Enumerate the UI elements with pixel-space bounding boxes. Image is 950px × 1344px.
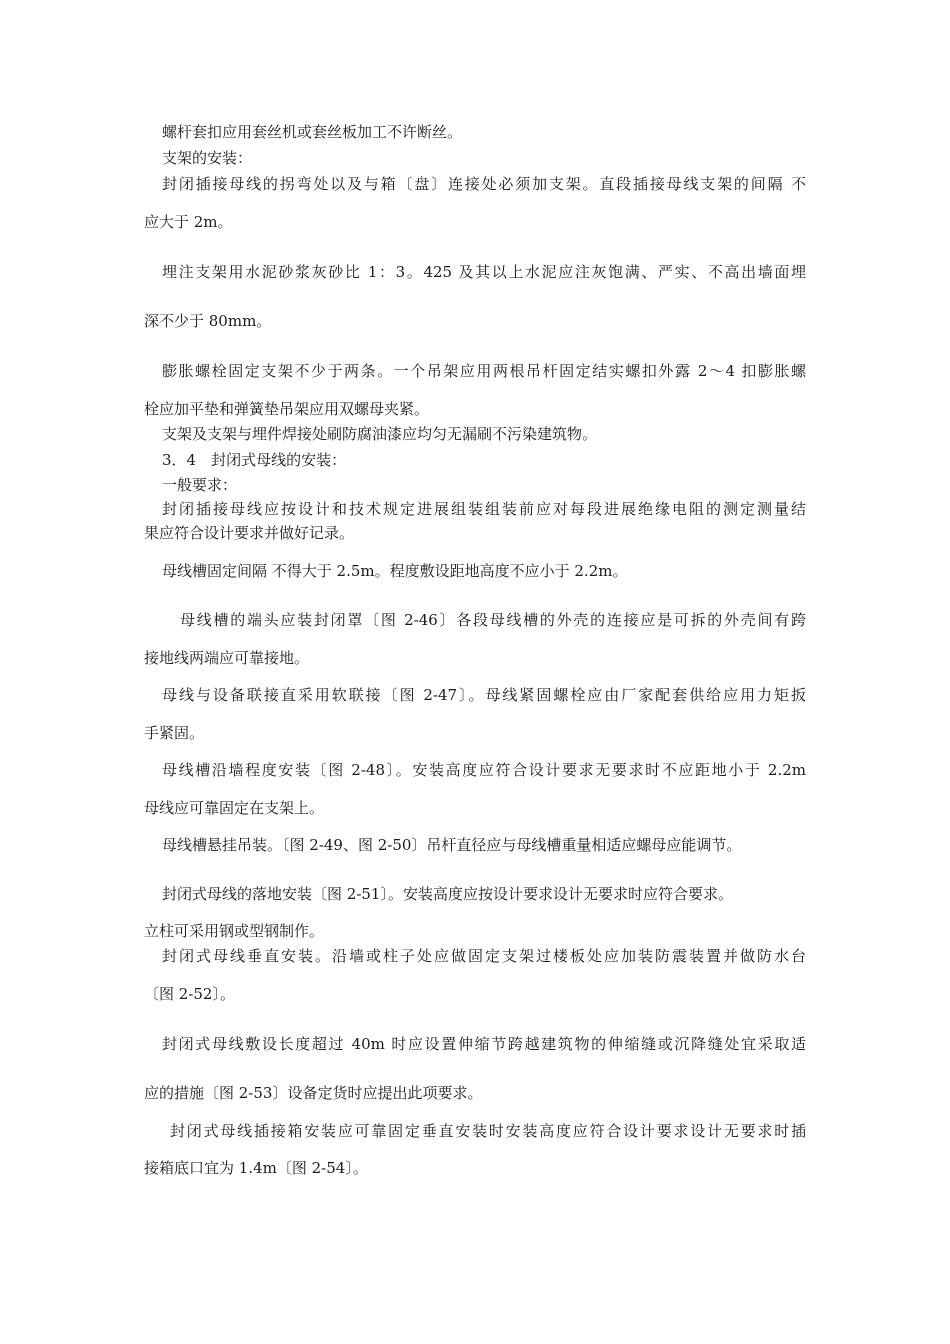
body-line-2: 支架的安装： bbox=[162, 149, 253, 167]
body-line-27: 应的措施〔图 2-53〕设备定货时应提出此项要求。 bbox=[144, 1084, 483, 1102]
body-line-7: 膨胀螺栓固定支架不少于两条。一个吊架应用两根吊杆固定结实螺扣外露 2～4 扣膨胀螺 bbox=[162, 362, 806, 380]
body-line-1: 螺杆套扣应用套丝机或套丝板加工不许断丝。 bbox=[162, 123, 463, 141]
body-line-19: 母线槽沿墙程度安装〔图 2-48〕。安装高度应符合设计要求无要求时不应距地小于 2.2m bbox=[162, 761, 806, 779]
body-line-26: 封闭式母线敷设长度超过 40m 时应设置伸缩节跨越建筑物的伸缩缝或沉降缝处宜采取适 bbox=[162, 1035, 806, 1053]
body-line-5: 埋注支架用水泥砂浆灰砂比 1：3。425 及其以上水泥应注灰饱满、严实、不高出墙面埋 bbox=[162, 263, 806, 281]
section-heading-3-4: 3．4 封闭式母线的安装： bbox=[162, 451, 347, 469]
body-line-6: 深不少于 80mm。 bbox=[144, 312, 272, 330]
body-line-12: 封闭插接母线应按设计和技术规定进展组装组装前应对每段进展绝缘电阻的测定测量结 bbox=[162, 500, 806, 518]
body-line-20: 母线应可靠固定在支架上。 bbox=[144, 799, 325, 817]
body-line-15: 母线槽的端头应装封闭罩〔图 2-46〕各段母线槽的外壳的连接应是可拆的外壳间有跨 bbox=[180, 611, 806, 629]
body-line-18: 手紧固。 bbox=[144, 724, 205, 742]
body-line-22: 封闭式母线的落地安装〔图 2-51〕。安装高度应按设计要求设计无要求时应符合要求。 bbox=[162, 885, 733, 903]
body-line-8: 栓应加平垫和弹簧垫吊架应用双螺母夹紧。 bbox=[144, 400, 430, 418]
body-line-23: 立柱可采用钢或型钢制作。 bbox=[144, 922, 325, 940]
body-line-29: 接箱底口宜为 1.4m〔图 2-54〕。 bbox=[144, 1159, 368, 1177]
body-line-21: 母线槽悬挂吊装。〔图 2-49、图 2-50〕吊杆直径应与母线槽重量相适应螺母应能调节。 bbox=[162, 836, 742, 854]
body-line-17: 母线与设备联接直采用软联接〔图 2-47〕。母线紧固螺栓应由厂家配套供给应用力矩扳 bbox=[162, 686, 806, 704]
body-line-9: 支架及支架与埋件焊接处刷防腐油漆应均匀无漏刷不污染建筑物。 bbox=[162, 425, 598, 443]
subheading-general-requirements: 一般要求： bbox=[162, 476, 238, 494]
body-line-28: 封闭式母线插接箱安装应可靠固定垂直安装时安装高度应符合设计要求设计无要求时插 bbox=[170, 1122, 806, 1140]
body-line-16: 接地线两端应可靠接地。 bbox=[144, 649, 310, 667]
body-line-3: 封闭插接母线的拐弯处以及与箱〔盘〕连接处必须加支架。直段插接母线支架的间隔 不 bbox=[162, 175, 806, 193]
body-line-24: 封闭式母线垂直安装。沿墙或柱子处应做固定支架过楼板处应加装防震装置并做防水台 bbox=[162, 947, 806, 965]
body-line-25: 〔图 2-52〕。 bbox=[144, 985, 235, 1003]
body-line-4: 应大于 2m。 bbox=[144, 213, 233, 231]
body-line-13: 果应符合设计要求并做好记录。 bbox=[144, 524, 355, 542]
body-line-14: 母线槽固定间隔 不得大于 2.5m。程度敷设距地高度不应小于 2.2m。 bbox=[162, 562, 628, 580]
